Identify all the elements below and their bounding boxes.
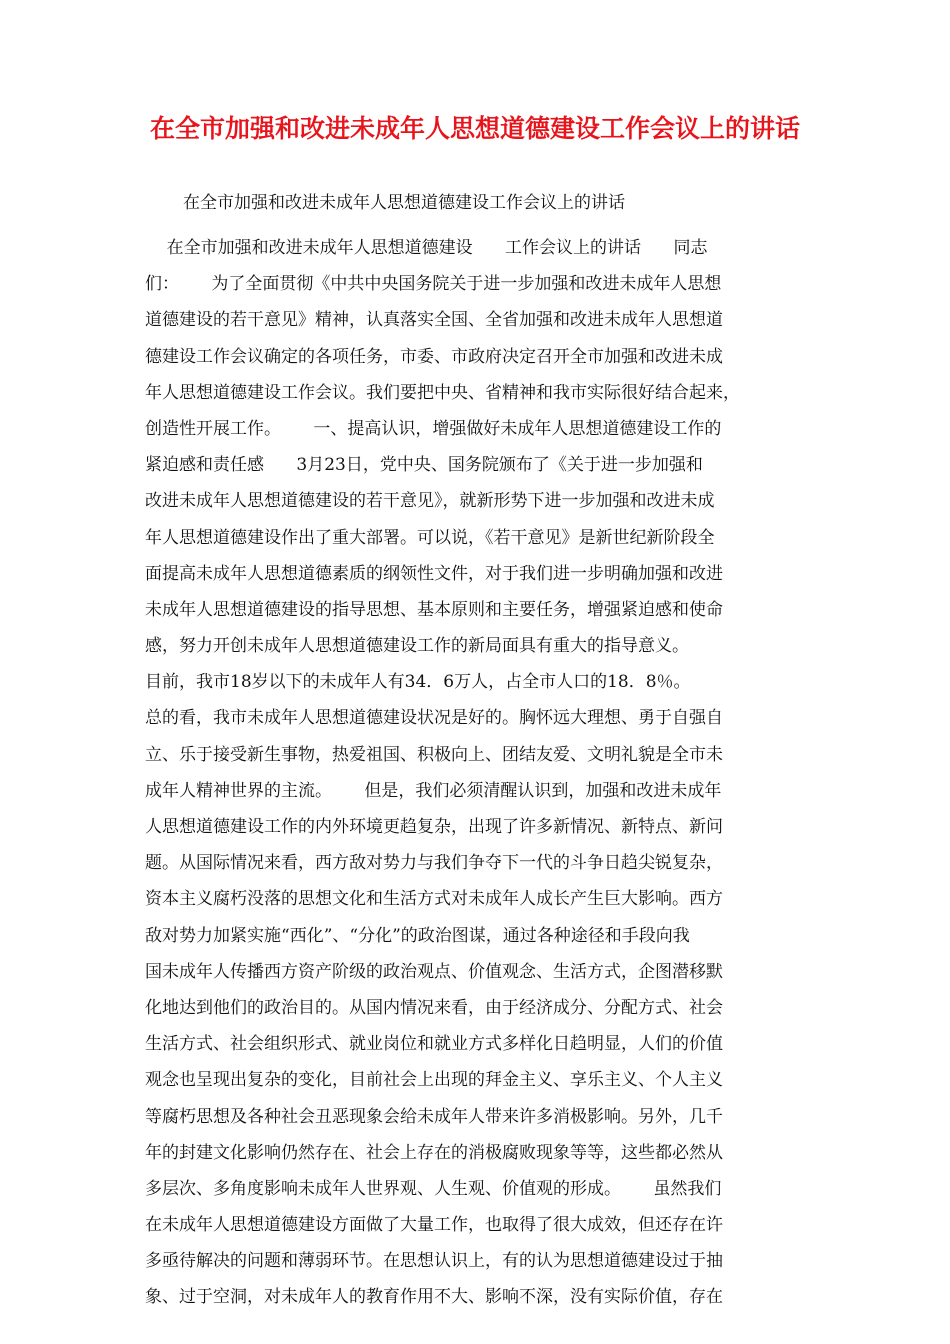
body-text-line: 创造性开展工作。 一、提高认识，增强做好未成年人思想道德建设工作的	[145, 418, 722, 439]
body-text-line: 在全市加强和改进未成年人思想道德建设 工作会议上的讲话 同志	[145, 238, 708, 258]
body-text-line: 生活方式、社会组织形式、就业岗位和就业方式多样化日趋明显，人们的价值	[145, 1034, 723, 1055]
body-text-line: 道德建设的若干意见》精神，认真落实全国、全省加强和改进未成年人思想道	[145, 310, 723, 331]
body-text-line: 年人思想道德建设工作会议。我们要把中央、省精神和我市实际很好结合起来，	[145, 382, 740, 403]
body-text-line: 成年人精神世界的主流。 但是，我们必须清醒认识到，加强和改进未成年	[145, 780, 722, 801]
document-body	[145, 230, 810, 1316]
body-text-line: 德建设工作会议确定的各项任务，市委、市政府决定召开全市加强和改进未成	[145, 346, 723, 367]
body-text-line: 面提高未成年人思想道德素质的纲领性文件，对于我们进一步明确加强和改进	[145, 563, 723, 584]
body-text-line: 总的看，我市未成年人思想道德建设状况是好的。胸怀远大理想、勇于自强自	[145, 708, 723, 729]
document-subtitle: 在全市加强和改进未成年人思想道德建设工作会议上的讲话	[183, 193, 625, 213]
body-text-line: 人思想道德建设工作的内外环境更趋复杂，出现了许多新情况、新特点、新问	[145, 817, 723, 837]
body-text-line: 年人思想道德建设作出了重大部署。可以说，《若干意见》是新世纪新阶段全	[145, 527, 715, 548]
body-text-line: 立、乐于接受新生事物，热爱祖国、积极向上、团结友爱、文明礼貌是全市未	[145, 744, 723, 765]
document-title: 在全市加强和改进未成年人思想道德建设工作会议上的讲话	[149, 114, 800, 143]
body-text-line: 未成年人思想道德建设的指导思想、基本原则和主要任务，增强紧迫感和使命	[145, 599, 723, 620]
body-text-line: 紧迫感和责任感 3月23日，党中央、国务院颁布了《关于进一步加强和	[145, 455, 703, 476]
body-text-line: 象、过于空洞，对未成年人的教育作用不大、影响不深，没有实际价值，存在	[145, 1287, 723, 1308]
body-text-line: 多亟待解决的问题和薄弱环节。在思想认识上，有的认为思想道德建设过于抽	[145, 1251, 723, 1272]
body-text-line: 等腐朽思想及各种社会丑恶现象会给未成年人带来许多消极影响。另外，几千	[145, 1106, 723, 1127]
body-text-line: 感，努力开创未成年人思想道德建设工作的新局面具有重大的指导意义。	[145, 636, 689, 657]
body-text-line: 国未成年人传播西方资产阶级的政治观点、价值观念、生活方式，企图潜移默	[145, 961, 723, 982]
body-text-line: 目前，我市18岁以下的未成年人有34．6万人，占全市人口的18．8％。	[145, 672, 691, 693]
body-text-line: 资本主义腐朽没落的思想文化和生活方式对未成年人成长产生巨大影响。西方	[145, 889, 723, 910]
body-text-line: 多层次、多角度影响未成年人世界观、人生观、价值观的形成。 虽然我们	[145, 1178, 722, 1199]
body-text-line: 年的封建文化影响仍然存在、社会上存在的消极腐败现象等等，这些都必然从	[145, 1142, 723, 1163]
body-text-line: 题。从国际情况来看，西方敌对势力与我们争夺下一代的斗争日趋尖锐复杂，	[145, 853, 723, 874]
body-text-line: 在未成年人思想道德建设方面做了大量工作，也取得了很大成效，但还存在许	[145, 1215, 723, 1236]
body-text-line: 们： 为了全面贯彻《中共中央国务院关于进一步加强和改进未成年人思想	[145, 274, 722, 295]
body-text-line: 改进未成年人思想道德建设的若干意见》，就新形势下进一步加强和改进未成	[145, 491, 715, 512]
body-text-line: 观念也呈现出复杂的变化，目前社会上出现的拜金主义、享乐主义、个人主义	[145, 1070, 723, 1091]
body-text-line: 敌对势力加紧实施“西化”、“分化”的政治图谋，通过各种途径和手段向我	[145, 925, 690, 946]
body-text-line: 化地达到他们的政治目的。从国内情况来看，由于经济成分、分配方式、社会	[145, 997, 723, 1018]
